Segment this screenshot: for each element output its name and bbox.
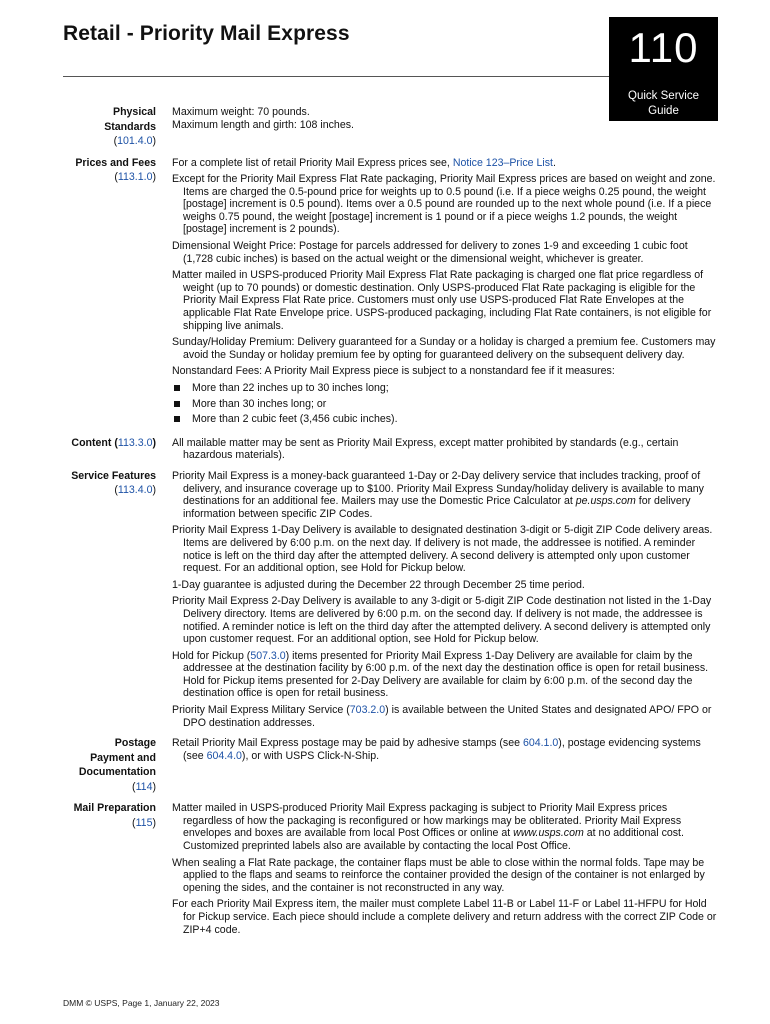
content-label: Content (113.3.0) — [71, 436, 156, 449]
one-day-delivery-paragraph: Priority Mail Express 1-Day Delivery is available to designated destination 3-digit or 5-digit ZIP Code delivery areas. Items are delivered by 6:00 p.m. on the next day. If delivery is not made, the addressee is notified. A reminder notice is left on the third day after the attempted delivery. A second delivery is attempted only upon customer request. For an additional option, see Hold for Pickup below. — [172, 524, 713, 575]
square-bullet-icon — [174, 401, 180, 407]
service-features-label: Service Features (113.4.0) — [71, 469, 156, 497]
usps-com-link[interactable]: www.usps.com — [513, 827, 584, 840]
packaging-paragraph: Matter mailed in USPS-produced Priority Mail Express packaging is subject to Priority Mail Express prices regardless of how the packaging is reconfigured or how markings may be obliterated. Priority Mail Express envelopes and boxes are available from local Post Offices or online at www.usps.com at no additional cost. Customized preprinted labels also are available by contacting the local Post Office. — [172, 802, 684, 853]
military-service-paragraph: Priority Mail Express Military Service (703.2.0) is available between the United States and designated APO/ FPO or DPO destination addresses. — [172, 704, 712, 729]
section-physical-standards — [63, 106, 719, 149]
page-title: Retail - Priority Mail Express — [63, 22, 350, 45]
nonstandard-fees-paragraph: Nonstandard Fees: A Priority Mail Express piece is subject to a nonstandard fee if it measures: — [172, 365, 615, 378]
postage-payment-body — [172, 737, 719, 794]
nonstandard-fee-list — [172, 382, 719, 426]
hold-for-pickup-ref-link[interactable]: 507.3.0 — [250, 649, 286, 662]
section-number: 110 — [628, 24, 699, 71]
section-prices-and-fees — [63, 157, 719, 429]
content-ref-link[interactable]: 113.3.0 — [117, 436, 153, 449]
prices-fees-label: Prices and Fees (113.1.0) — [75, 156, 156, 183]
service-features-body — [172, 470, 719, 729]
hold-for-pickup-paragraph: Hold for Pickup (507.3.0) items presented for Priority Mail Express 1-Day Delivery are available for claim by the addressee at the destination facility by 6:00 p.m. of the next day the destination office is open for retail business. Hold for Pickup items presented for 2-Day Delivery are available for claim by 6:00 p.m. of the second day the destination office is open for retail business. — [172, 649, 709, 700]
postage-evidencing-ref-link[interactable]: 604.4.0 — [206, 749, 242, 762]
mail-preparation-body — [172, 802, 719, 936]
section-content — [63, 437, 719, 462]
service-features-ref-link[interactable]: 113.4.0 — [117, 484, 153, 497]
physical-standards-label: Physical Standards (101.4.0) — [104, 106, 156, 147]
one-day-guarantee-paragraph: 1-Day guarantee is adjusted during the December 22 through December 25 time period. — [172, 578, 585, 591]
square-bullet-icon — [174, 416, 180, 422]
section-subtitle-line2: Guide — [648, 105, 679, 117]
mail-preparation-ref-link[interactable]: 115 — [135, 816, 153, 829]
max-weight-text: Maximum weight: 70 pounds. — [172, 106, 310, 118]
label-paragraph: For each Priority Mail Express item, the mailer must complete Label 11-B or Label 11-F or Label 11-HFPU for Hold for Pickup service. Each piece should include a complete delivery and return address with the correct ZIP Code or ZIP+4 code. — [172, 898, 717, 936]
two-day-delivery-paragraph: Priority Mail Express 2-Day Delivery is available to any 3-digit or 5-digit ZIP Code destination not listed in the 1-Day Delivery directory. Items are delivered by 6:00 p.m. on the second day. If delivery is not made, the addressee is notified. A reminder notice is left on the third day after the attempted delivery. A second delivery is attempted only upon customer request. For an additional option, see Hold for Pickup below. — [172, 595, 712, 646]
prices-fees-body — [172, 157, 719, 429]
document-body — [63, 106, 719, 941]
page-footer: DMM © USPS, Page 1, January 22, 2023 — [63, 998, 220, 1008]
postage-paragraph: Retail Priority Mail Express postage may be paid by adhesive stamps (see 604.1.0), postage evidencing systems (see 604.4.0), or with USPS Click-N-Ship. — [172, 737, 701, 762]
list-item: More than 2 cubic feet (3,456 cubic inches). — [172, 413, 719, 426]
money-back-paragraph: Priority Mail Express is a money-back guaranteed 1-Day or 2-Day delivery service that includes tracking, proof of delivery, and insurance coverage up to $100. Priority Mail Express Sunday/holiday delivery is available to many destinations for an additional fee. Mailers may use the Domestic Price Calculator at pe.usps.com for delivery information between specific ZIP Codes. — [172, 469, 704, 520]
sunday-holiday-paragraph: Sunday/Holiday Premium: Delivery guaranteed for a Sunday or a holiday is charged a premium fee. Customers may avoid the Sunday or holiday premium fee by opting for guaranteed delivery on the subsequent delivery day. — [172, 336, 716, 361]
content-body — [172, 437, 719, 462]
dimensional-weight-paragraph: Dimensional Weight Price: Postage for parcels addressed for delivery to zones 1-9 and exceeding 1 cubic foot (1,728 cubic inches) is based on the actual weight or the dimensional weight, whichever is greater. — [172, 240, 688, 265]
postage-payment-ref-link[interactable]: 114 — [135, 780, 153, 793]
mail-preparation-label: Mail Preparation (115) — [73, 802, 156, 829]
notice-123-link[interactable]: Notice 123–Price List — [452, 156, 553, 169]
price-list-paragraph: For a complete list of retail Priority Mail Express prices see, Notice 123–Price List. — [172, 156, 556, 169]
list-item: More than 22 inches up to 30 inches long; — [172, 382, 719, 395]
prices-fees-ref-link[interactable]: 113.1.0 — [117, 171, 153, 183]
physical-standards-body — [172, 106, 719, 149]
section-service-features — [63, 470, 719, 729]
physical-standards-ref-link[interactable]: 101.4.0 — [117, 135, 153, 147]
section-postage-payment — [63, 737, 719, 794]
military-service-ref-link[interactable]: 703.2.0 — [349, 704, 386, 717]
adhesive-stamps-ref-link[interactable]: 604.1.0 — [522, 737, 559, 750]
sealing-paragraph: When sealing a Flat Rate package, the container flaps must be able to close within the normal folds. Tape may be applied to the flaps and seams to reinforce the container provided the design of the container is not enlarged by opening the sides, and the container is not reconstructed in any way. — [172, 856, 705, 894]
list-item: More than 30 inches long; or — [172, 398, 719, 411]
square-bullet-icon — [174, 385, 180, 391]
weight-zone-paragraph: Except for the Priority Mail Express Flat Rate packaging, Priority Mail Express prices are based on weight and zone. Items are charged the 0.5-pound price for weights up to 0.5 pound (i.e. If a piece weighs 0.25 pound, the weight [postage] increment is 0.5 pound). Items over a 0.5 pound are rounded up to the next whole pound (i.e. If a piece weighs 0.75 pound, the weight [postage] increment is 1 pound or if a piece weighs 1.2 pounds, the weight [postage] increment is 2 pounds). — [172, 173, 716, 236]
pe-usps-link[interactable]: pe.usps.com — [575, 495, 636, 508]
mailable-matter-paragraph: All mailable matter may be sent as Priority Mail Express, except matter prohibited by standards (e.g., certain hazardous materials). — [172, 436, 679, 462]
max-length-text: Maximum length and girth: 108 inches. — [172, 118, 354, 131]
section-mail-preparation — [63, 802, 719, 936]
flat-rate-paragraph: Matter mailed in USPS-produced Priority Mail Express Flat Rate packaging is charged one flat price regardless of weight (up to 70 pounds) or domestic destination. Only USPS-produced Flat Rate packaging is eligible for the Priority Mail Express Flat Rate price. Customers must only use USPS-produced Flat Rate Envelopes at the applicable Flat Rate Envelope price. USPS-produced packaging, including Flat Rate containers, is not eligible for shipping live animals. — [172, 269, 712, 332]
section-subtitle-line1: Quick Service — [628, 90, 699, 102]
postage-payment-label: Postage Payment and Documentation (114) — [78, 737, 156, 793]
